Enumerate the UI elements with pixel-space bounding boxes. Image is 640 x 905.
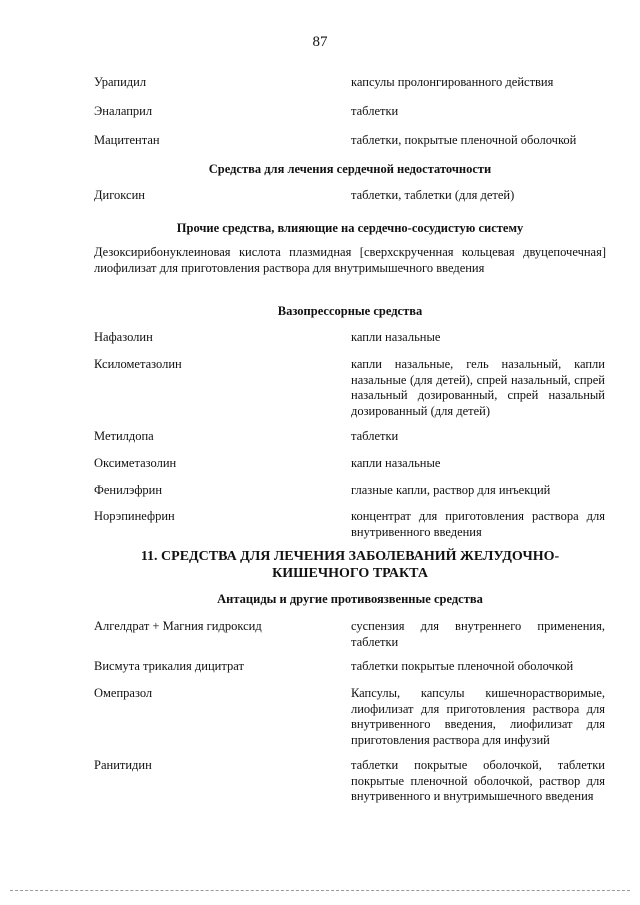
drug-name: Эналаприл: [94, 104, 153, 118]
page-number: 87: [312, 34, 328, 50]
drug-name: Нафазолин: [94, 330, 153, 344]
drug-name: Дигоксин: [94, 188, 145, 202]
drug-name: Алгелдрат + Магния гидроксид: [94, 619, 262, 633]
group-heading: Средства для лечения сердечной недостаточности: [208, 162, 492, 176]
drug-row: [94, 357, 605, 419]
drug-row: [94, 619, 605, 650]
dosage-form: капсулы пролонгированного действия: [351, 75, 554, 89]
drug-row: [94, 509, 605, 540]
drug-name: Ксилометазолин: [94, 357, 182, 371]
group-heading: Антациды и другие противоязвенные средства: [217, 592, 483, 606]
dosage-form: таблетки: [351, 104, 399, 118]
dosage-form: капли назальные: [351, 456, 441, 470]
section-heading: 11. СРЕДСТВА ДЛЯ ЛЕЧЕНИЯ ЗАБОЛЕВАНИЙ ЖЕЛУДОЧНО-КИШЕЧНОГО ТРАКТА: [140, 549, 560, 581]
drug-name: Урапидил: [94, 75, 147, 89]
drug-name: Мацитентан: [94, 133, 160, 147]
dosage-form: капли назальные: [351, 330, 441, 344]
dosage-form: суспензия для внутреннего применения, таблетки: [351, 619, 605, 649]
dosage-form: концентрат для приготовления раствора для внутривенного введения: [351, 509, 605, 539]
drug-row: [94, 429, 605, 445]
dosage-form: таблетки, покрытые пленочной оболочкой: [351, 133, 577, 147]
drug-row: [94, 659, 605, 675]
group-heading: Прочие средства, влияющие на сердечно-сосудистую систему: [176, 221, 524, 235]
drug-name: Висмута трикалия дицитрат: [94, 659, 244, 673]
drug-row: [94, 330, 605, 346]
dosage-form: таблетки покрытые пленочной оболочкой: [351, 659, 574, 673]
drug-name: Фенилэфрин: [94, 483, 163, 497]
drug-row: [94, 483, 605, 499]
dosage-form: таблетки покрытые оболочкой, таблетки покрытые пленочной оболочкой, раствор для внутривенного и внутримышечного введения: [351, 758, 605, 803]
dosage-form: глазные капли, раствор для инъекций: [351, 483, 551, 497]
drug-name: Дезоксирибонуклеиновая кислота плазмидная [сверхскрученная кольцевая двуцепочечная]: [94, 245, 606, 259]
drug-row-merged: [94, 245, 606, 276]
drug-row: [94, 456, 605, 472]
dosage-form: таблетки, таблетки (для детей): [351, 188, 515, 202]
drug-row: [94, 104, 605, 120]
dosage-form: таблетки: [351, 429, 399, 443]
drug-row: [94, 188, 605, 204]
drug-row: [94, 758, 605, 805]
dosage-form: Капсулы, капсулы кишечнорастворимые, лиофилизат для приготовления раствора для внутривенного введения, лиофилизат для приготовления раствора для инфузий: [351, 686, 605, 747]
group-heading: Вазопрессорные средства: [277, 304, 423, 318]
drug-name: Ранитидин: [94, 758, 152, 772]
dosage-form: лиофилизат для приготовления раствора для внутримышечного введения: [94, 260, 485, 275]
drug-row: [94, 133, 605, 149]
drug-name: Омепразол: [94, 686, 153, 700]
drug-name: Оксиметазолин: [94, 456, 177, 470]
dosage-form: капли назальные, гель назальный, капли назальные (для детей), спрей назальный, спрей назальный дозированный, спрей назальный дозированный (для детей): [351, 357, 605, 418]
drug-row: [94, 686, 605, 748]
drug-name: Норэпинефрин: [94, 509, 175, 523]
drug-row: [94, 75, 605, 91]
drug-name: Метилдопа: [94, 429, 154, 443]
bottom-rule: [10, 890, 630, 891]
